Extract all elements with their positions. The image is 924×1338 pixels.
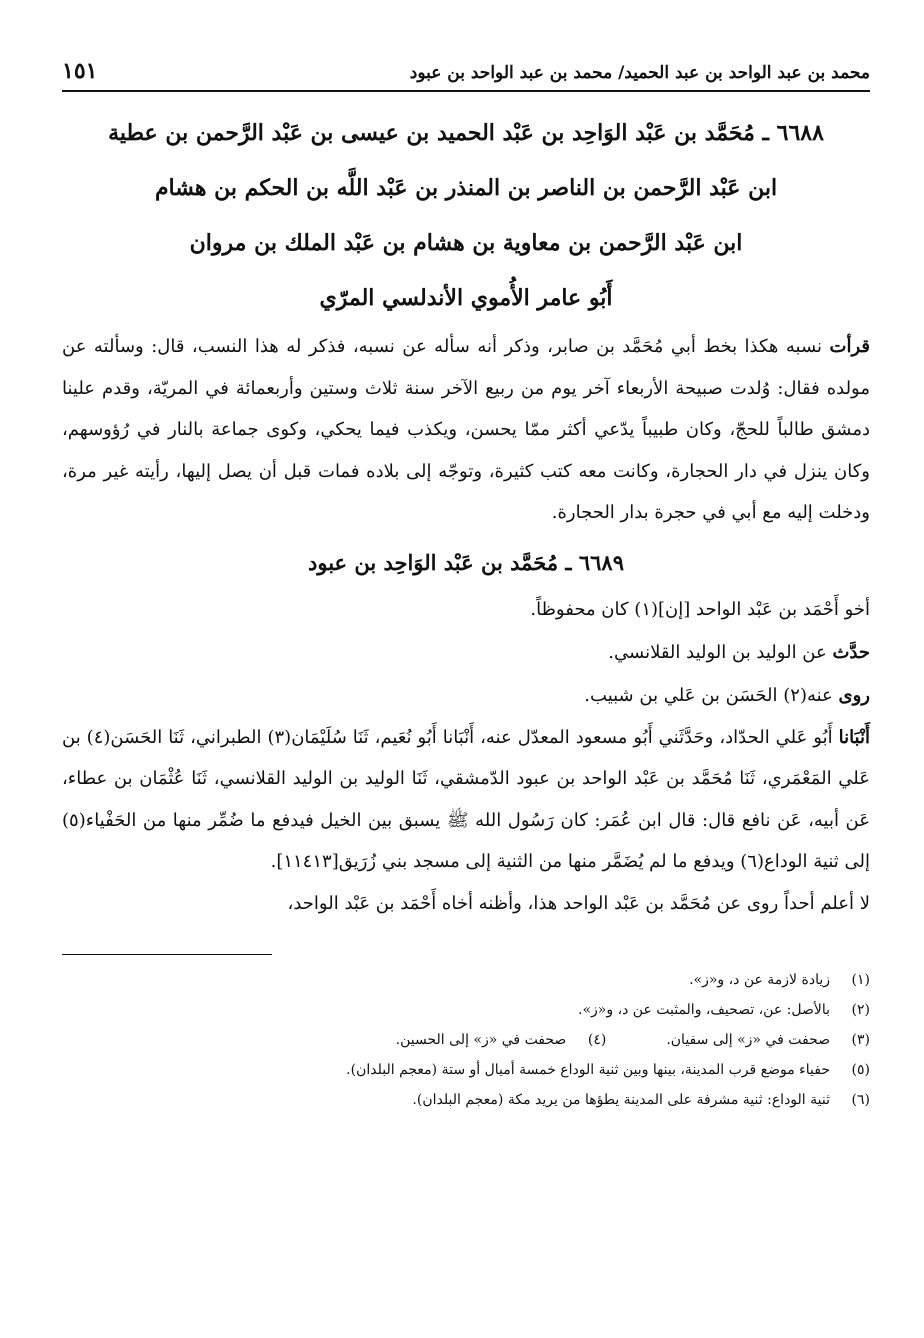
body-text: نسبه هكذا بخط أبي مُحَمَّد بن صابر، وذكر أنه سأله عن نسبه، فذكر له هذا النسب، قال: وسألته عن مولده فقال: وُلدت صبيحة الأربعاء آخر يوم من ربيع الآخر سنة ثلاث وستين وأربعمائة في المريّة، وقدم علينا دمشق طالباً للحجّ، وكان طبيباً يدّعي أكثر ممّا يحسن، ويكذب فيما يحكي، وكوى جماعة بالنار في رُؤوسهم، وكان ينزل في دار الحجارة، وكانت معه كتب كثيرة، وتوجّه إلى بلاده فمات قبل أن يصل إليها، رأيته غير مرة، ودخلت إليه مع أبي في حجرة بدار الحجارة. bbox=[62, 336, 870, 523]
footnote-number: (٥) bbox=[851, 1062, 870, 1078]
footnote-text: ثنية الوداع: ثنية مشرفة على المدينة يطؤها من يريد مكة (معجم البلدان). bbox=[412, 1092, 830, 1108]
footnote-text: زيادة لازمة عن د، و«ز». bbox=[689, 972, 830, 988]
heading-line-4: أَبُو عامر الأُموي الأندلسي المرّي bbox=[319, 285, 613, 311]
lead-word: روى bbox=[838, 684, 870, 706]
entry-6688-body bbox=[62, 326, 870, 534]
footnote-3 bbox=[666, 1025, 870, 1055]
entry-6689-line-1: أخو أَحْمَد بن عَبْد الواحد [إن](١) كان محفوظاً. bbox=[530, 598, 870, 620]
footnote-1 bbox=[62, 965, 870, 995]
lead-word: حدَّث bbox=[832, 641, 870, 663]
footnote-4 bbox=[396, 1025, 607, 1055]
isnad-text: أَبُو عَلي الحدّاد، وحَدَّثَني أَبُو مسعود المعدّل عنه، أَنْبَانا أَبُو نُعَيم، ثَنَا سُلَيْمَان(٣) الطبراني، ثَنَا الحَسَن(٤) بن عَلي المَعْمَري، ثَنَا مُحَمَّد بن عَبْد الواحد بن عبود الدّمشقي، ثَنَا الوليد بن الوليد القلانسي، ثَنَا عُثْمَان بن عطاء، عَن أبيه، عَن نافع قال: قال ابن عُمَر: كان رَسُول الله ﷺ يسبق بين الخيل فيدفع ما ضُمِّر منها من الحَفْياء(٥) إلى ثنية الوداع(٦) ويدفع ما لم يُضَمَّر منها من الثنية إلى مسجد بني زُرَيق[١١٤١٣]. bbox=[62, 726, 870, 872]
line-text: عنه(٢) الحَسَن بن عَلي بن شبيب. bbox=[584, 684, 839, 706]
footnote-text: حفياء موضع قرب المدينة، بينها وبين ثنية الوداع خمسة أميال أو ستة (معجم البلدان). bbox=[346, 1062, 830, 1078]
lead-word: أَنْبَانا bbox=[838, 726, 870, 748]
footnote-3-4 bbox=[62, 1025, 870, 1055]
footnote-5 bbox=[62, 1055, 870, 1085]
line-text: عن الوليد بن الوليد القلانسي. bbox=[608, 641, 833, 663]
heading-line-1: ٦٦٨٨ ـ مُحَمَّد بن عَبْد الوَاحِد بن عَبْد الحميد بن عيسى بن عَبْد الرَّحمن بن عطية bbox=[108, 120, 824, 146]
footnote-divider bbox=[62, 954, 272, 955]
footnote-number: (٣) bbox=[851, 1032, 870, 1048]
footnote-2 bbox=[62, 995, 870, 1025]
footnote-number: (٢) bbox=[851, 1002, 870, 1018]
footnote-text: صحفت في «ز» إلى الحسين. bbox=[395, 1032, 567, 1048]
running-header bbox=[62, 58, 870, 92]
lead-word: قرأت bbox=[829, 336, 870, 357]
entry-6689-closing: لا أعلم أحداً روى عن مُحَمَّد بن عَبْد الواحد هذا، وأظنه أخاه أَحْمَد بن عَبْد الواحد، bbox=[287, 892, 870, 914]
running-title: محمد بن عبد الواحد بن عبد الحميد/ محمد بن عبد الواحد بن عبود bbox=[409, 63, 870, 83]
footnotes bbox=[62, 965, 870, 1115]
footnote-text: صحفت في «ز» إلى سفيان. bbox=[666, 1032, 830, 1048]
footnote-number: (٤) bbox=[587, 1032, 607, 1048]
footnote-number: (٦) bbox=[851, 1092, 870, 1108]
entry-6688-heading bbox=[62, 106, 870, 326]
book-page bbox=[62, 58, 870, 1298]
heading-line-2: ابن عَبْد الرَّحمن بن الناصر بن المنذر بن عَبْد اللَّه بن الحكم بن هشام bbox=[154, 175, 778, 201]
entry-6689-line-3 bbox=[62, 674, 870, 717]
entry-6689-line-2 bbox=[62, 631, 870, 674]
entry-6689-isnad bbox=[62, 717, 870, 883]
footnote-6 bbox=[62, 1085, 870, 1115]
footnote-number: (١) bbox=[851, 972, 870, 988]
entry-6689-heading: ٦٦٨٩ ـ مُحَمَّد بن عَبْد الوَاحِد بن عبود bbox=[308, 549, 624, 575]
page-number: ١٥١ bbox=[62, 58, 98, 84]
heading-line-3: ابن عَبْد الرَّحمن بن معاوية بن هشام بن عَبْد الملك بن مروان bbox=[189, 230, 743, 256]
footnote-text: بالأصل: عن، تصحيف، والمثبت عن د، و«ز». bbox=[578, 1002, 830, 1018]
